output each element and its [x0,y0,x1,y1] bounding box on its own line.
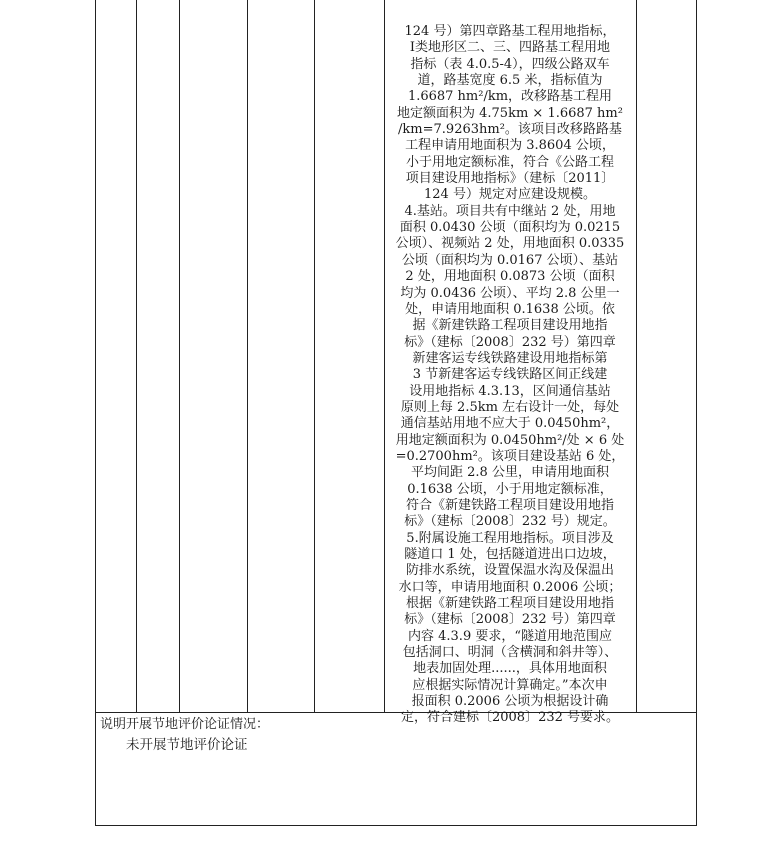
criteria-line: 地表加固处理......，具体用地面积 [413,661,607,677]
criteria-line: 包括洞口、明洞（含横洞和斜井等）、 [402,645,618,661]
criteria-line: 内容 4.3.9 要求，“隧道用地范围应 [408,628,612,644]
criteria-line: 符合《新建铁路工程项目建设用地指 [405,497,614,513]
note-title: 说明开展节地评价论证情况： [100,717,270,732]
criteria-line: 4.基站。项目共有中继站 2 处，用地 [404,203,616,219]
criteria-line: 平均间距 2.8 公里，申请用地面积 [411,465,609,481]
criteria-line: 标》（建标〔2008〕232 号）第四章 [404,612,616,628]
criteria-line: 处，申请用地面积 0.1638 公顷。依 [405,301,615,317]
criteria-line: 原则上每 2.5km 左右设计一处，每处 [400,399,620,415]
criteria-line: 标》（建标〔2008〕232 号）规定。 [404,514,616,530]
criteria-line: 新建客运专线铁路建设用地指标第 [412,350,608,366]
criteria-line: 面积 0.0430 公顷（面积均为 0.0215 [399,220,621,236]
criteria-line: 指标（表 4.0.5-4），四级公路双车 [410,56,610,72]
criteria-line: 3 节新建客运专线铁路区间正线建 [412,367,608,383]
criteria-line: 用地定额面积为 0.0450hm²/处 × 6 处 [395,432,625,448]
criteria-line: 隧道口 1 处，包括隧道进出口边坡， [404,547,616,562]
criteria-line: 据《新建铁路工程项目建设用地指 [412,318,608,334]
criteria-line: 设用地指标 4.3.13，区间通信基站 [409,383,611,399]
table-border-left [95,0,96,826]
criteria-line: 均为 0.0436 公顷）、平均 2.8 公里一 [400,285,620,301]
table-border-right [696,0,697,826]
criteria-line: 5.附属设施工程用地指标。项目涉及 [406,530,614,546]
criteria-line: 0.1638 公顷，小于用地定额标准， [407,481,613,497]
criteria-line: 定，符合建标〔2008〕232 号要求。 [400,710,620,726]
criteria-line: 报面积 0.2006 公顷为根据设计确 [411,694,609,710]
criteria-line: 道，路基宽度 6.5 米，指标值为 [417,73,603,89]
column-divider [384,0,385,712]
land-use-criteria-cell [386,24,634,726]
criteria-line: 公顷（面积均为 0.0167 公顷）、基站 [401,252,619,268]
column-divider [636,0,637,712]
criteria-line: 公顷）、视频站 2 处，用地面积 0.0335 [395,236,625,252]
criteria-line: 水口等，申请用地面积 0.2006 公顷； [398,579,622,595]
criteria-line: 124 号）第四章路基工程用地指标， [404,24,616,39]
criteria-line: 应根据实际情况计算确定。”本次申 [412,677,608,693]
criteria-line: 1.6687 hm²/km，改移路基工程用 [407,89,613,105]
criteria-line: 根据《新建铁路工程项目建设用地指 [405,596,614,612]
table-border-bottom [95,825,697,826]
column-divider [136,0,137,712]
criteria-line: 小于用地定额标准，符合《公路工程 [405,154,614,170]
column-divider [179,0,180,712]
column-divider [314,0,315,712]
criteria-line: 通信基站用地不应大于 0.0450hm²， [400,416,620,432]
criteria-line: =0.2700hm²。该项目建设基站 6 处， [395,448,625,464]
criteria-line: 项目建设用地指标》（建标〔2011〕 [405,171,615,187]
column-divider [247,0,248,712]
criteria-line: 地定额面积为 4.75km × 1.6687 hm² [397,105,623,121]
criteria-line: 124 号）规定对应建设规模。 [424,187,596,203]
criteria-line: 防排水系统，设置保温水沟及保温出 [405,563,614,579]
criteria-line: 2 处，用地面积 0.0873 公顷（面积 [405,269,615,285]
criteria-line: Ⅰ类地形区二、三、四路基工程用地 [409,40,611,56]
criteria-line: 标》（建标〔2008〕232 号）第四章 [404,334,616,350]
note-body: 未开展节地评价论证 [126,737,248,753]
criteria-line: /km=7.9263hm²。该项目改移路路基 [398,122,622,138]
criteria-line: 工程申请用地面积为 3.8604 公顷， [405,138,615,154]
